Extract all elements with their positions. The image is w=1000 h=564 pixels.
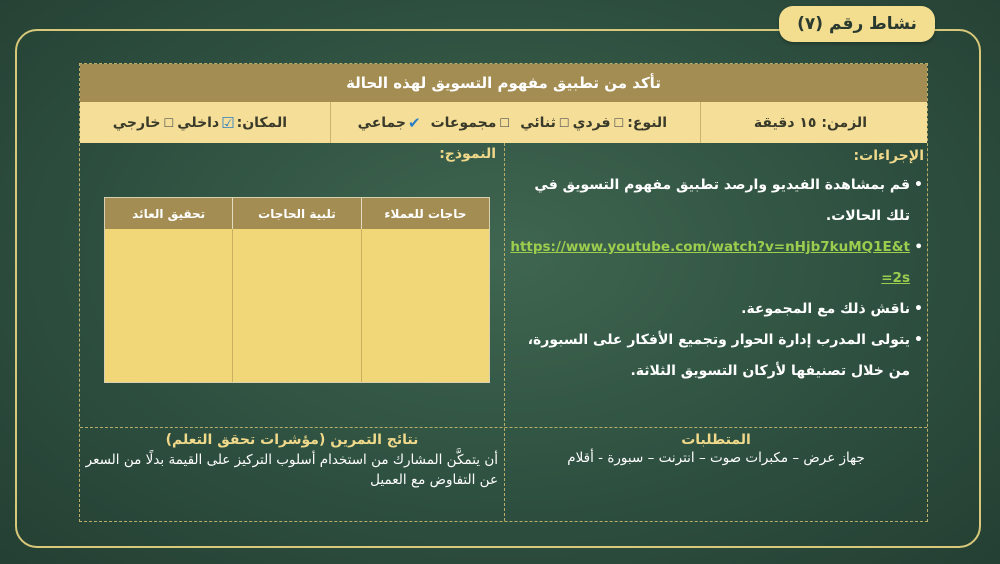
checkmark-icon[interactable]: ☑ bbox=[221, 113, 235, 132]
outcomes-heading: نتائج التمرين (مؤشرات تحقق التعلم) bbox=[165, 432, 419, 448]
model-table-cell[interactable] bbox=[361, 229, 489, 382]
type-info bbox=[358, 102, 667, 143]
procedures-list bbox=[508, 170, 924, 387]
requirements-section bbox=[505, 430, 927, 466]
card-title: تأكد من تطبيق مفهوم التسويق لهذه الحالة bbox=[80, 64, 927, 102]
place-inside-label: داخلي bbox=[177, 114, 220, 131]
place-label: المكان: bbox=[236, 114, 287, 131]
type-collective-label: جماعي bbox=[357, 114, 407, 131]
checkbox-icon[interactable]: ☐ bbox=[558, 115, 570, 130]
model-table-cell[interactable] bbox=[105, 229, 232, 382]
place-info bbox=[113, 102, 287, 143]
model-table-body bbox=[105, 229, 489, 382]
checkbox-icon[interactable]: ☐ bbox=[613, 115, 625, 130]
requirements-heading: المتطلبات bbox=[681, 432, 751, 448]
activity-badge: نشاط رقم (٧) bbox=[779, 6, 935, 42]
model-column-header: تحقيق العائد bbox=[132, 206, 206, 221]
procedure-item: • يتولى المدرب إدارة الحوار وتجميع الأفكار على السبورة، من خلال تصنيفها لأركان التسويق الثلاثة. bbox=[508, 325, 910, 387]
info-row bbox=[80, 102, 927, 143]
time-label: الزمن: ١٥ دقيقة bbox=[753, 114, 867, 131]
requirements-text: جهاز عرض – مكبرات صوت – انترنت – سبورة - أقلام bbox=[567, 450, 865, 466]
activity-card bbox=[79, 63, 928, 522]
model-column-header: حاجات للعملاء bbox=[361, 198, 489, 229]
time-info bbox=[754, 102, 867, 143]
type-pair-label: ثنائي bbox=[520, 114, 556, 131]
info-divider bbox=[700, 102, 701, 143]
model-heading: النموذج: bbox=[439, 146, 496, 162]
checkbox-icon[interactable]: ☐ bbox=[163, 115, 175, 130]
model-column-header: تلبية الحاجات bbox=[232, 198, 360, 229]
model-table bbox=[104, 197, 490, 383]
type-label: النوع: bbox=[627, 114, 667, 131]
type-groups-label: مجموعات bbox=[430, 114, 497, 131]
model-table-cell[interactable] bbox=[232, 229, 360, 382]
outcomes-text: أن يتمكَّن المشارك من استخدام أسلوب التركيز على القيمة بدلًا من السعر عن التفاوض مع العميل bbox=[85, 452, 498, 488]
procedures-section bbox=[508, 148, 924, 387]
video-link[interactable]: • https://www.youtube.com/watch?v=nHjb7kuMQ1E&t=2s bbox=[508, 232, 910, 294]
outcomes-section bbox=[84, 430, 500, 490]
type-individual-label: فردي bbox=[572, 114, 611, 131]
procedure-item: • قم بمشاهدة الفيديو وارصد تطبيق مفهوم التسويق في تلك الحالات. bbox=[508, 170, 910, 232]
procedures-heading: الإجراءات: bbox=[853, 148, 924, 164]
model-table-header bbox=[105, 198, 489, 229]
row-divider bbox=[80, 427, 927, 428]
checkbox-icon[interactable]: ☐ bbox=[499, 115, 511, 130]
info-divider bbox=[330, 102, 331, 143]
checkmark-icon[interactable]: ✔ bbox=[408, 113, 421, 132]
procedure-item: • ناقش ذلك مع المجموعة. bbox=[508, 294, 910, 325]
place-outside-label: خارجي bbox=[112, 114, 161, 131]
